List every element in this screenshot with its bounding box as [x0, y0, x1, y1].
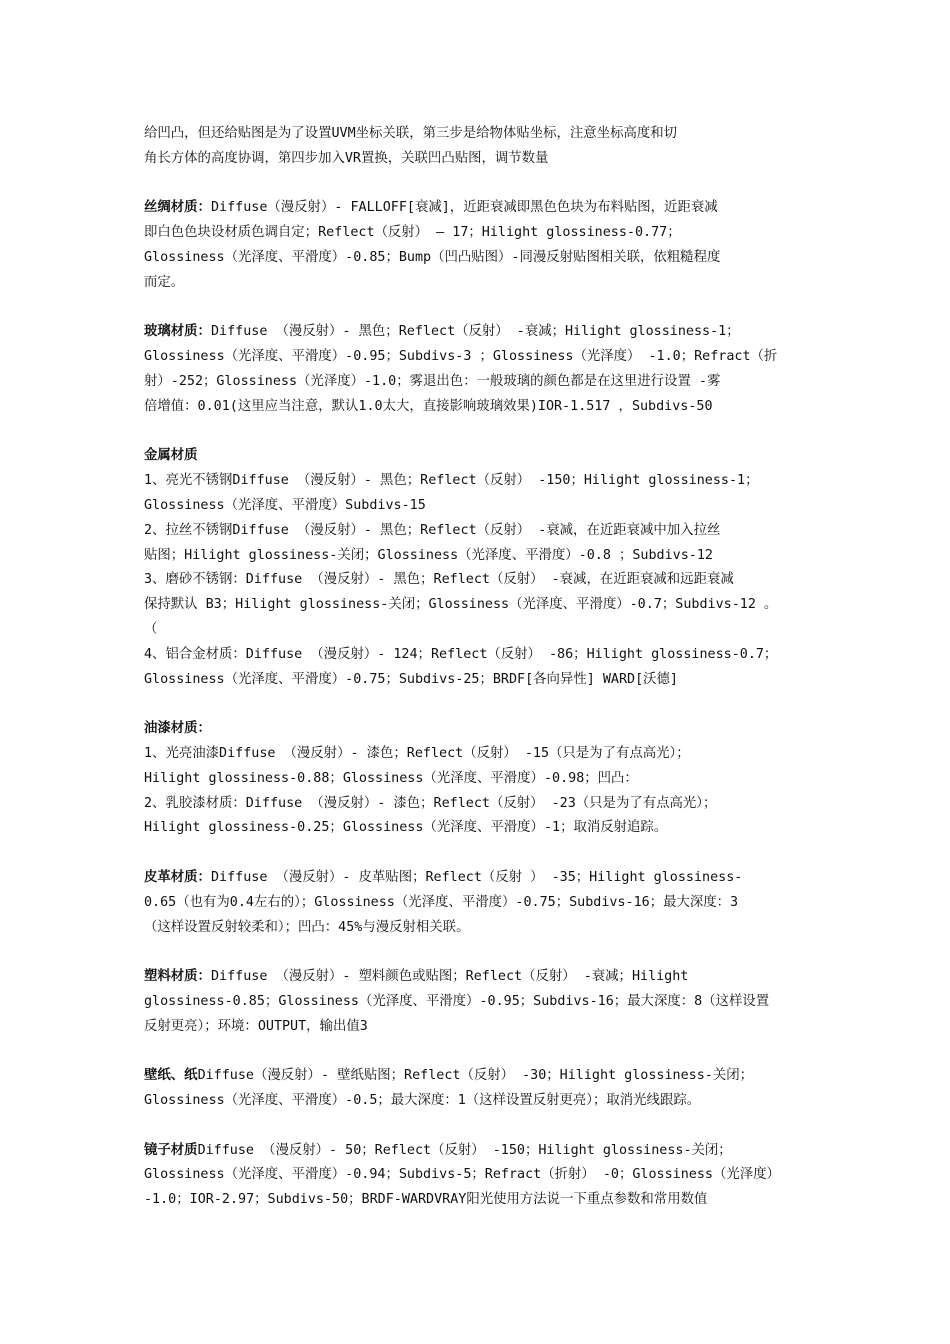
paragraph	[144, 122, 808, 172]
line-text: 4、铝合金材质：Diffuse （漫反射）- 124；Reflect（反射） -86；Hilight glossiness-0.7；	[144, 646, 778, 662]
text-line	[144, 320, 808, 345]
paragraph	[144, 717, 808, 841]
line-text: 贴图；Hilight glossiness-关闭；Glossiness（光泽度、平滑度）-0.8 ；Subdivs-12	[144, 547, 713, 563]
paragraph	[144, 196, 808, 295]
line-text: 反射更亮）；环境：OUTPUT，输出值3	[144, 1018, 368, 1034]
line-text: Diffuse （漫反射）- 黑色；Reflect（反射） -衰减；Hilight glossiness-1；	[210, 324, 740, 340]
line-text: Diffuse （漫反射）- 塑料颜色或贴图；Reflect（反射） -衰减；Hilight	[210, 969, 689, 985]
line-text: Hilight glossiness-0.25；Glossiness（光泽度、平滑度）-1；取消反射追踪。	[144, 820, 668, 836]
line-text: 2、乳胶漆材质：Diffuse （漫反射）- 漆色；Reflect（反射） -23（只是为了有点高光）；	[144, 795, 717, 811]
text-line	[144, 271, 808, 296]
line-text: glossiness-0.85；Glossiness（光泽度、平滑度）-0.95；Subdivs-16；最大深度：8（这样设置	[144, 993, 770, 1009]
text-line	[144, 147, 808, 172]
line-text: -1.0；IOR-2.97；Subdivs-50；BRDF-WARDVRAY阳光使用方法说一下重点参数和常用数值	[144, 1192, 708, 1208]
line-text: 1、光亮油漆Diffuse （漫反射）- 漆色；Reflect（反射） -15（只是为了有点高光）；	[144, 745, 690, 761]
text-line	[144, 891, 808, 916]
text-line	[144, 916, 808, 941]
line-text: Glossiness（光泽度、平滑度）-0.5；最大深度：1（这样设置反射更亮）；取消光线跟踪。	[144, 1093, 701, 1109]
document-page	[144, 122, 808, 1238]
line-text: 2、拉丝不锈钢Diffuse （漫反射）- 黑色；Reflect（反射） -衰减，在近距衰减中加入拉丝	[144, 522, 721, 538]
text-line	[144, 568, 808, 593]
line-text: 1、亮光不锈钢Diffuse （漫反射）- 黑色；Reflect（反射） -150；Hilight glossiness-1；	[144, 473, 759, 489]
section-heading: 塑料材质：	[144, 969, 211, 985]
line-text: 3、磨砂不锈钢：Diffuse （漫反射）- 黑色；Reflect（反射） -衰减，在近距衰减和远距衰减	[144, 572, 734, 588]
line-text: Glossiness（光泽度、平滑度）-0.75；Subdivs-25；BRDF[各向异性] WARD[沃德]	[144, 671, 678, 687]
text-line	[144, 643, 808, 668]
text-line	[144, 1089, 808, 1114]
text-line	[144, 965, 808, 990]
paragraph	[144, 320, 808, 419]
paragraph	[144, 1064, 808, 1114]
text-line	[144, 717, 808, 742]
line-text: （这样设置反射较柔和）；凹凸：45%与漫反射相关联。	[144, 919, 470, 935]
paragraph	[144, 1139, 808, 1213]
section-heading: 壁纸、纸	[144, 1068, 198, 1084]
line-text: 即白色色块设材质色调自定；Reflect（反射） – 17；Hilight glossiness-0.77；	[144, 225, 681, 241]
text-line	[144, 1064, 808, 1089]
line-text: 射）-252；Glossiness（光泽度）-1.0；雾退出色：一般玻璃的颜色都是在这里进行设置 -雾	[144, 373, 721, 389]
text-line	[144, 792, 808, 817]
text-line	[144, 370, 808, 395]
line-text: Glossiness（光泽度、平滑度）Subdivs-15	[144, 497, 426, 513]
line-text: Glossiness（光泽度、平滑度）-0.95；Subdivs-3 ；Glossiness（光泽度） -1.0；Refract（折	[144, 349, 778, 365]
paragraph	[144, 965, 808, 1039]
line-text: Diffuse（漫反射）- 壁纸贴图；Reflect（反射） -30；Hilight glossiness-关闭；	[197, 1068, 754, 1084]
text-line	[144, 1015, 808, 1040]
section-heading: 金属材质	[144, 448, 198, 464]
line-text: Glossiness（光泽度、平滑度）-0.94；Subdivs-5；Refract（折射） -0；Glossiness（光泽度）	[144, 1167, 780, 1183]
text-line	[144, 767, 808, 792]
line-text: （	[144, 621, 158, 637]
text-line	[144, 519, 808, 544]
text-line	[144, 742, 808, 767]
paragraph	[144, 866, 808, 940]
text-line	[144, 1163, 808, 1188]
text-line	[144, 494, 808, 519]
text-line	[144, 122, 808, 147]
text-line	[144, 1188, 808, 1213]
text-line	[144, 196, 808, 221]
text-line	[144, 668, 808, 693]
section-heading: 玻璃材质：	[144, 324, 211, 340]
line-text: Diffuse （漫反射）- 50；Reflect（反射） -150；Hilight glossiness-关闭；	[197, 1142, 732, 1158]
line-text: Hilight glossiness-0.88；Glossiness（光泽度、平滑度）-0.98；凹凸：	[144, 770, 638, 786]
text-line	[144, 593, 808, 618]
text-line	[144, 618, 808, 643]
text-line	[144, 345, 808, 370]
text-line	[144, 221, 808, 246]
line-text: 角长方体的高度协调，第四步加入VR置换，关联凹凸贴图，调节数量	[144, 150, 549, 166]
paragraph	[144, 444, 808, 692]
line-text: 倍增值：0.01(这里应当注意，默认1.0太大，直接影响玻璃效果)IOR-1.517 ，Subdivs-50	[144, 398, 713, 414]
text-line	[144, 246, 808, 271]
line-text: 0.65（也有为0.4左右的）；Glossiness（光泽度、平滑度）-0.75；Subdivs-16；最大深度：3	[144, 894, 739, 910]
section-heading: 油漆材质：	[144, 721, 211, 737]
text-line	[144, 816, 808, 841]
line-text: 给凹凸，但还给贴图是为了设置UVM坐标关联，第三步是给物体贴坐标，注意坐标高度和切	[144, 126, 678, 141]
text-line	[144, 395, 808, 420]
text-line	[144, 1139, 808, 1164]
section-heading: 镜子材质	[144, 1142, 198, 1158]
line-text: Diffuse （漫反射）- 皮革贴图；Reflect（反射 ） -35；Hilight glossiness-	[210, 869, 743, 885]
text-line	[144, 444, 808, 469]
line-text: 保持默认 B3；Hilight glossiness-关闭；Glossiness（光泽度、平滑度）-0.7；Subdivs-12 。	[144, 597, 778, 613]
section-heading: 丝绸材质：	[144, 200, 211, 216]
text-line	[144, 990, 808, 1015]
line-text: Diffuse（漫反射）- FALLOFF[衰减]，近距衰减即黑色色块为布料贴图，近距衰减	[210, 200, 718, 216]
line-text: 而定。	[144, 274, 185, 290]
text-line	[144, 544, 808, 569]
text-line	[144, 469, 808, 494]
section-heading: 皮革材质：	[144, 869, 211, 885]
line-text: Glossiness（光泽度、平滑度）-0.85；Bump（凹凸贴图）-同漫反射贴图相关联，依粗糙程度	[144, 249, 721, 265]
text-line	[144, 866, 808, 891]
